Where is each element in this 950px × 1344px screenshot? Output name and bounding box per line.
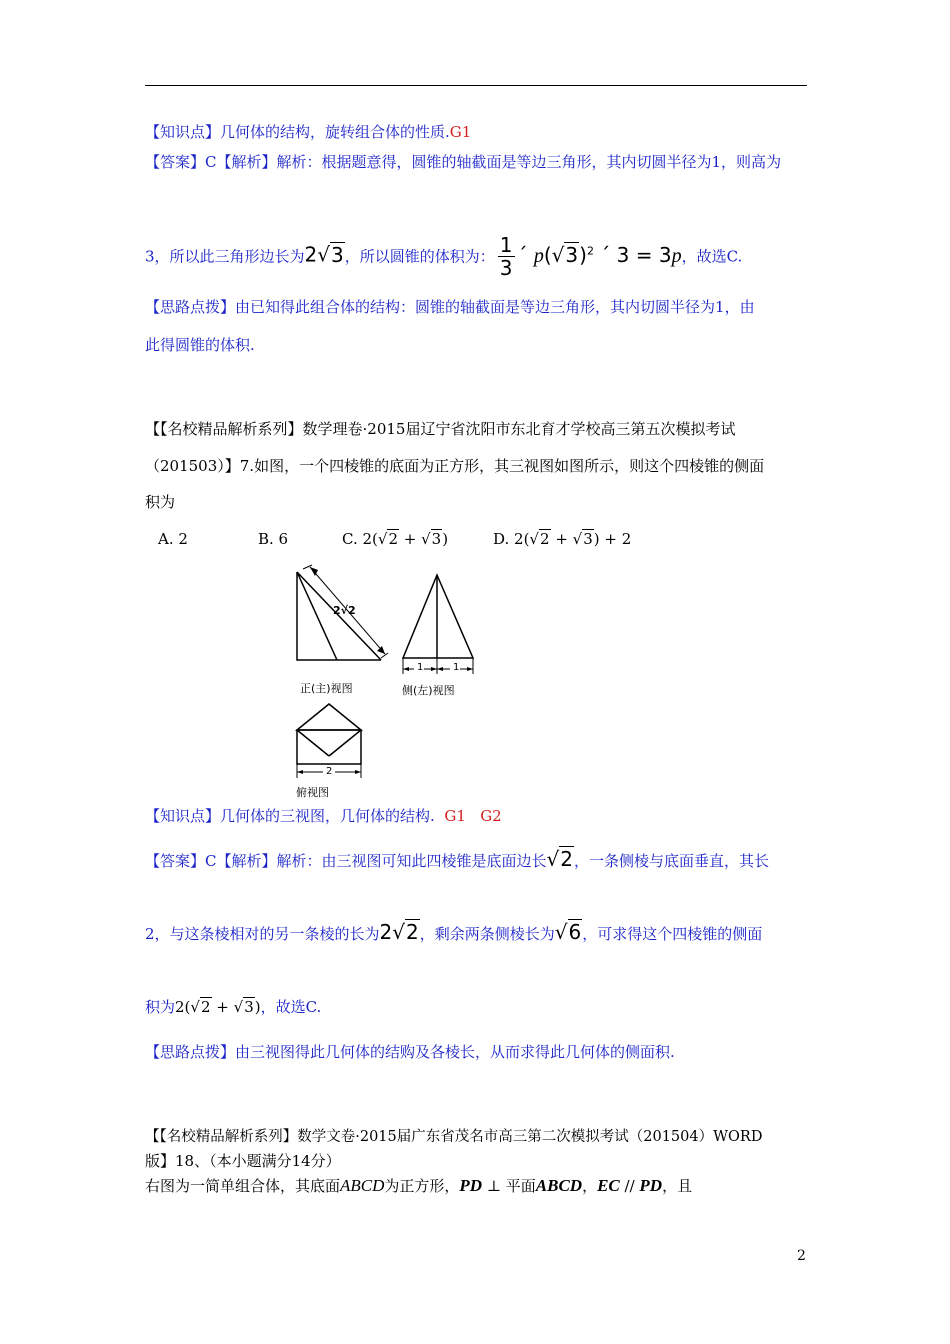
- page-number: 2: [797, 1248, 806, 1264]
- solution-line-3: 积为2(√2 + √3)，故选C.: [145, 998, 322, 1016]
- diagonal-length-label: 2√2: [333, 604, 356, 617]
- volume-formula: $\frac{1}{3}$ ´ $p(√3)^2$ ´ 3 = 3p: [499, 232, 682, 280]
- top-view-caption: 俯视图: [296, 786, 329, 799]
- side-length-formula: 2√3: [304, 242, 344, 267]
- solution-line-1: 3，所以此三角形边长为2√3，所以圆锥的体积为： $\frac{1}{3}$ ´ $p(√3)^2$ ´ 3 = 3p，故选C.: [145, 232, 743, 280]
- side-edge-formula: √6: [554, 920, 582, 944]
- front-view-caption: 正(主)视图: [300, 682, 353, 695]
- option-d: D. 2(√2 + √3) + 2: [493, 530, 632, 548]
- hint-line-3: 【思路点拨】由三视图得此几何体的结购及各棱长，从而求得此几何体的侧面积.: [145, 1043, 675, 1061]
- question-7-source-2: （201503）】7.如图，一个四棱锥的底面为正方形，其三视图如图所示，则这个四棱锥的侧面: [145, 457, 765, 475]
- area-formula: 2(√2 + √3): [175, 998, 261, 1016]
- hint-line-1: 【思路点拨】由已知得此组合体的结构：圆锥的轴截面是等边三角形，其内切圆半径为1，由: [145, 298, 755, 316]
- knowledge-point-line-2: 【知识点】几何体的三视图，几何体的结构. G1 G2: [145, 807, 502, 825]
- knowledge-point-line-1: 【知识点】几何体的结构，旋转组合体的性质.G1: [145, 123, 472, 141]
- base-edge-formula: √2: [546, 847, 574, 871]
- question-18-source-2: 版】18、（本小题满分14分）: [145, 1152, 341, 1170]
- side-dim-label-left: 1: [417, 662, 424, 673]
- question-7-source-3: 积为: [145, 493, 176, 511]
- header-rule: [145, 85, 807, 86]
- side-view-figure: [395, 570, 480, 678]
- answer-line-2: 【答案】C【解析】解析：由三视图可知此四棱锥是底面边长√2，一条侧棱与底面垂直，其长: [145, 847, 770, 871]
- solution-line-2: 2，与这条棱相对的另一条棱的长为2√2，剩余两条侧棱长为√6，可求得这个四棱锥的侧面: [145, 920, 763, 944]
- question-7-source-1: 【【名校精品解析系列】数学理卷·2015届辽宁省沈阳市东北育才学校高三第五次模拟考试: [145, 420, 736, 438]
- hint-line-2: 此得圆锥的体积.: [145, 336, 255, 354]
- question-18-line-3: 右图为一简单组合体，其底面ABCD为正方形，PD ⊥ 平面ABCD，EC // PD，且: [145, 1176, 693, 1195]
- side-view-caption: 侧(左)视图: [402, 684, 455, 697]
- side-dim-label-right: 1: [453, 662, 460, 673]
- top-dim-label: 2: [326, 766, 333, 777]
- answer-line-1: 【答案】C【解析】解析：根据题意得，圆锥的轴截面是等边三角形，其内切圆半径为1，则高为: [145, 153, 782, 171]
- option-b: B. 6: [258, 530, 289, 548]
- opposite-edge-formula: 2√2: [379, 920, 419, 944]
- question-18-source-1: 【【名校精品解析系列】数学文卷·2015届广东省茂名市高三第二次模拟考试（201504）WORD: [145, 1129, 763, 1145]
- option-a: A. 2: [158, 530, 188, 548]
- option-c: C. 2(√2 + √3): [342, 530, 449, 548]
